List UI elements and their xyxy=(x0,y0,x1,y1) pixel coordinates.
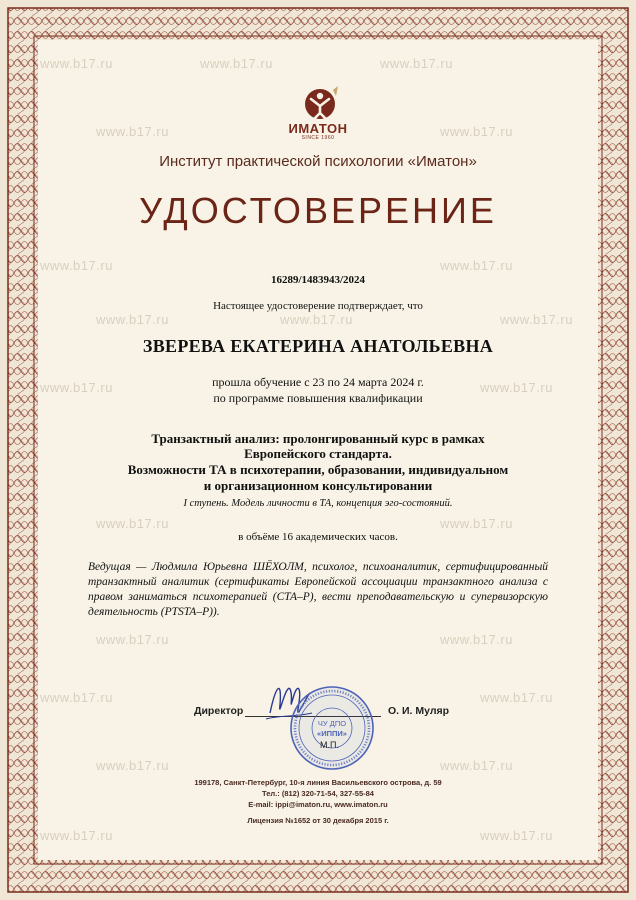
svg-text:«ИППИ»: «ИППИ» xyxy=(317,729,347,738)
watermark: www.b17.ru xyxy=(440,516,513,531)
document-title: УДОСТОВЕРЕНИЕ xyxy=(139,190,497,231)
institute-name: Институт практической психологии «Иматон» xyxy=(159,153,477,170)
leader-description: Ведущая — Людмила Юрьевна ШЁХОЛМ, психолог, психоаналитик, сертифицированный транзактный аналитик (сертификаты Европейской ассоциации транзактного анализа с правом заниматься психотерапией (СТА–Р), вести преподавательскую и супервизорскую деятельность (PTSTA–P)). xyxy=(88,561,548,618)
program-title-line: Возможности ТА в психотерапии, образовании, индивидуальном xyxy=(127,462,509,477)
program-title-line: Транзактный анализ: пролонгированный курс в рамках xyxy=(151,431,485,446)
watermark: www.b17.ru xyxy=(440,124,513,139)
watermark: www.b17.ru xyxy=(40,258,113,273)
svg-text:ЧУ ДПО: ЧУ ДПО xyxy=(317,719,347,728)
contacts-line: E-mail: ippi@imaton.ru, www.imaton.ru xyxy=(248,800,388,809)
hours-volume: в объёме 16 академических часов. xyxy=(238,531,398,543)
watermark: www.b17.ru xyxy=(480,690,553,705)
logo-since: SINCE 1960 xyxy=(301,135,335,141)
certificate-number: 16289/1483943/2024 xyxy=(270,274,366,286)
watermark: www.b17.ru xyxy=(96,758,169,773)
watermark: www.b17.ru xyxy=(440,258,513,273)
confirm-text: Настоящее удостоверение подтверждает, что xyxy=(213,300,423,312)
seal-mark: М.П. xyxy=(320,740,339,750)
watermark: www.b17.ru xyxy=(480,380,553,395)
watermark: www.b17.ru xyxy=(440,758,513,773)
watermark: www.b17.ru xyxy=(96,312,169,327)
program-title-line: и организационном консультировании xyxy=(203,478,433,493)
watermark: www.b17.ru xyxy=(96,632,169,647)
logo-wordmark: ИМАТОН xyxy=(288,121,348,136)
watermark: www.b17.ru xyxy=(500,312,573,327)
official-stamp xyxy=(288,684,376,772)
phone-line: Тел.: (812) 320-71-54, 327-55-84 xyxy=(262,789,374,798)
watermark: www.b17.ru xyxy=(280,312,353,327)
watermark: www.b17.ru xyxy=(480,828,553,843)
watermark: www.b17.ru xyxy=(200,56,273,71)
address-line: 199178, Санкт-Петербург, 10-я линия Васильевского острова, д. 59 xyxy=(194,778,442,787)
watermark: www.b17.ru xyxy=(440,632,513,647)
director-label: Директор xyxy=(194,705,244,717)
watermark: www.b17.ru xyxy=(380,56,453,71)
watermark: www.b17.ru xyxy=(40,380,113,395)
watermark: www.b17.ru xyxy=(96,516,169,531)
director-name: О. И. Муляр xyxy=(388,705,450,717)
program-stage: I ступень. Модель личности в ТА, концепция эго-состояний. xyxy=(183,498,453,509)
watermark: www.b17.ru xyxy=(40,56,113,71)
watermark: www.b17.ru xyxy=(96,124,169,139)
training-dates: прошла обучение с 23 по 24 марта 2024 г. xyxy=(212,375,424,389)
training-program-type: по программе повышения квалификации xyxy=(213,391,423,405)
program-title-line: Европейского стандарта. xyxy=(244,446,392,461)
watermark: www.b17.ru xyxy=(40,828,113,843)
imaton-logo-icon xyxy=(300,86,340,122)
watermark: www.b17.ru xyxy=(40,690,113,705)
license-line: Лицензия №1652 от 30 декабря 2015 г. xyxy=(247,816,389,825)
recipient-name: ЗВЕРЕВА ЕКАТЕРИНА АНАТОЛЬЕВНА xyxy=(142,336,494,356)
